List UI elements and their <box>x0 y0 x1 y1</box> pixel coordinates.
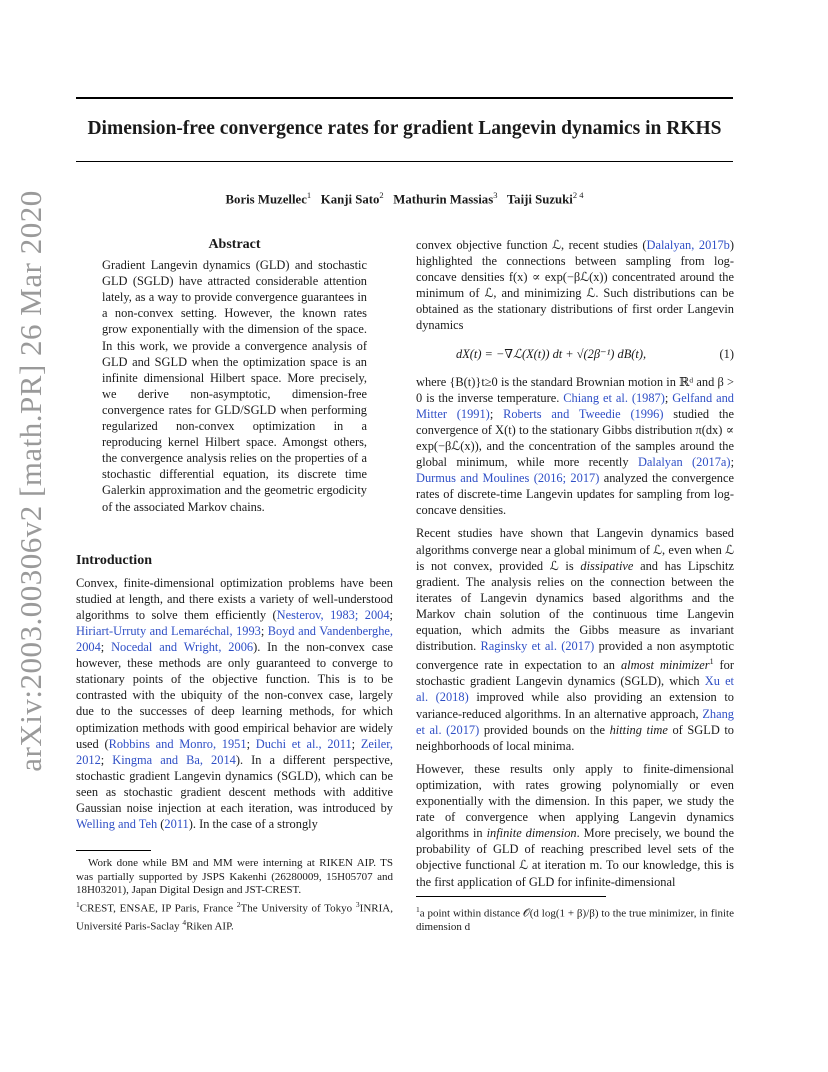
citation-link[interactable]: Nesterov, 1983; 2004 <box>276 607 390 622</box>
body-paragraph: convex objective function ℒ, recent studies (Dalalyan, 2017b) highlighted the connections between sampling from log-concave densities f(x) ∝ exp(−βℒ(x)) concentrated around the minimum of ℒ, and minimizing ℒ. Such distributions can be obtained as the stationary distributions of first order Langevin dynamics <box>416 238 734 333</box>
author-affiliation: 1 <box>306 190 312 200</box>
paper-title: Dimension-free convergence rates for gradient Langevin dynamics in RKHS <box>87 118 722 139</box>
citation-link[interactable]: Durmus and Moulines (2016; 2017) <box>416 471 600 486</box>
author-name: Taiji Suzuki <box>506 192 573 207</box>
citation-link[interactable]: Gelfand and Mitter (1991) <box>416 390 734 421</box>
author-affiliation: 2 4 <box>572 190 584 200</box>
citation-link[interactable]: Kingma and Ba, 2014 <box>112 752 236 767</box>
author-name: Boris Muzellec <box>225 192 307 207</box>
title-rule <box>76 161 733 162</box>
author-name: Mathurin Massias <box>393 192 494 207</box>
author-name: Kanji Sato <box>320 192 380 207</box>
author-affiliation: 2 <box>379 190 384 200</box>
abstract-heading: Abstract <box>208 237 261 252</box>
citation-link[interactable]: Boyd and Vandenberghe, 2004 <box>76 623 393 655</box>
body-paragraph: Recent studies have shown that Langevin dynamics based algorithms converge near a global minimum of ℒ, even when ℒ is not convex, provided ℒ is dissipative and has Lipschitz gradient. The analysis relies on the connection between the iterates of Langevin dynamics based algorithms and the Markov chain solution of the continuous time Langevin equation, which admits the Gibbs measure as invariant distribution. Raginsky et al. (2017) provided a non asymptotic convergence rate in expectation to an almost minimizer$^1$ for stochastic gradient Langevin dynamics (SGLD), which Xu et al. (2018) improved while also providing an extension to variance-reduced algorithms. In an alternative approach, Zhang et al. (2017) provided bounds on the hitting time of SGLD to neighborhoods of local minima. <box>416 526 735 753</box>
arxiv-identifier: arXiv:2003.00306v2 [math.PR] 26 Mar 2020 <box>13 190 48 772</box>
citation-link[interactable]: Robbins and Monro, 1951 <box>108 736 247 751</box>
citation-link[interactable]: Roberts and Tweedie (1996) <box>503 406 664 421</box>
equation-langevin <box>416 344 734 366</box>
right-column <box>416 237 734 934</box>
left-column <box>76 237 393 934</box>
section-heading-introduction: Introduction <box>76 552 152 568</box>
citation-link[interactable]: Zhang et al. (2017) <box>416 706 734 737</box>
citation-link[interactable]: Raginsky et al. (2017) <box>480 639 595 654</box>
footnote-rule <box>76 850 151 851</box>
citation-link[interactable]: Zeiler, 2012 <box>76 736 394 767</box>
intro-paragraph: Convex, finite-dimensional optimization problems have been studied at length, and there exists a variety of well-understood algorithms to solve them efficiently (Nesterov, 1983; 2004; Hiriart-Urruty and Lemaréchal, 1993; Boyd and Vandenberghe, 2004; Nocedal and Wright, 2006). In the non-convex case however, these methods are only guaranteed to converge to stationary points of the objective function. This is to be contrasted with the ubiquity of the non-convex case, largely due to the successes of deep learning methods, for which optimization methods with good empirical behavior are widely used (Robbins and Monro, 1951; Duchi et al., 2011; Zeiler, 2012; Kingma and Ba, 2014). In a different perspective, stochastic gradient Langevin dynamics (SGLD), which can be seen as stochastic gradient descent methods with additive Gaussian noise injection at each iteration, was introduced by Welling and Teh (2011). In the case of a strongly <box>76 575 394 832</box>
footnote-1: $^1$a point within distance 𝒪(d log(1 + β)/β) to the true minimizer, in finite dimension d <box>416 904 734 933</box>
arxiv-stamp <box>11 190 51 772</box>
author-affiliation: 3 <box>493 190 498 200</box>
citation-link[interactable]: 2011 <box>164 817 189 832</box>
footnote-rule <box>416 896 606 897</box>
equation-body: dX(t) = −∇ℒ(X(t)) dt + √(2β⁻¹) dB(t), <box>456 346 647 361</box>
footnote-marker[interactable]: 1 <box>709 657 714 667</box>
top-rule <box>76 97 733 99</box>
body-paragraph: where {B(t)}t≥0 is the standard Brownian motion in ℝᵈ and β > 0 is the inverse temperature. Chiang et al. (1987); Gelfand and Mitter (1991); Roberts and Tweedie (1996) studied the convergence of X(t) to the stationary Gibbs distribution π(dx) ∝ exp(−βℒ(x)), and the concentration of the samples around the global minimum, while more recently Dalalyan (2017a); Durmus and Moulines (2016; 2017) analyzed the convergence rates of discrete-time Langevin updates for sampling from log-concave densities. <box>416 374 735 518</box>
affiliation-footnote: Work done while BM and MM were interning at RIKEN AIP. TS was partially supported by JSPS Kakenhi (26280009, 15H05707 and 18H03201), Japan Digital Design and JST-CREST. $^1$CREST, ENSAE, IP Paris, France $^2$The University of Tokyo $^3$INRIA, Université Paris-Saclay $^4$Riken AIP. <box>76 857 393 933</box>
citation-link[interactable]: Dalalyan (2017a) <box>637 455 731 470</box>
citation-link[interactable]: Dalalyan, 2017b <box>646 238 730 252</box>
citation-link[interactable]: Welling and Teh <box>76 817 158 832</box>
citation-link[interactable]: Chiang et al. (1987) <box>563 390 665 405</box>
body-paragraph: However, these results only apply to finite-dimensional optimization, with rates growing polynomially or even exponentially with the dimension. In this paper, we study the rate of convergence when applying Langevin dynamics algorithms in infinite dimension. More precisely, we bound the probability of GLD of reaching prescribed level sets of the objective functional ℒ at iteration m. To our knowledge, this is the first application of GLD for infinite-dimensional <box>416 761 734 889</box>
citation-link[interactable]: Xu et al. (2018) <box>416 674 735 705</box>
citation-link[interactable]: Duchi et al., 2011 <box>255 736 352 751</box>
citation-link[interactable]: Nocedal and Wright, 2006 <box>111 640 254 655</box>
citation-link[interactable]: Hiriart-Urruty and Lemaréchal, 1993 <box>76 623 261 638</box>
abstract-text: Gradient Langevin dynamics (GLD) and stochastic GLD (SGLD) have attracted considerable attention lately, as a way to provide convergence guarantees in a non-convex setting. However, the known rates grow exponentially with the dimension of the space. In this work, we provide a convergence analysis of GLD and SGLD when the optimization space is an infinite dimensional Hilbert space. More precisely, we derive non-asymptotic, dimension-free convergence rates for GLD/SGLD when performing regularized non-convex optimization in a reproducing kernel Hilbert space. Amongst others, the convergence analysis relies on the properties of a stochastic differential equation, its discrete time Galerkin approximation and the geometric ergodicity of the associated Markov chains. <box>102 258 367 514</box>
equation-number: (1) <box>719 346 734 361</box>
author-list <box>76 190 733 207</box>
